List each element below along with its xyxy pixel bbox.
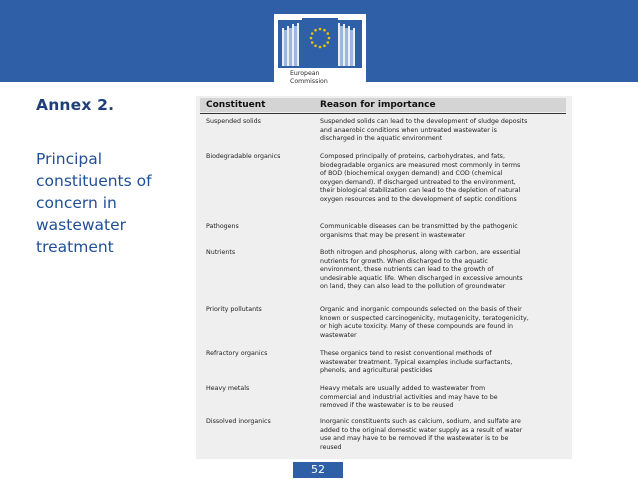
page-number: 52 bbox=[293, 462, 343, 478]
constituent-cell: Pathogens bbox=[206, 223, 239, 230]
page-title: Annex 2. bbox=[36, 96, 115, 114]
constituent-cell: Dissolved inorganics bbox=[206, 418, 271, 425]
constituent-cell: Suspended solids bbox=[206, 118, 261, 125]
reason-line: oxygen resources and to the development of septic conditions bbox=[320, 195, 517, 203]
constituent-cell: Refractory organics bbox=[206, 350, 268, 357]
reason-line: known or suspected carcinogenicity, mutagenicity, teratogenicity, bbox=[320, 314, 529, 322]
reason-line: Heavy metals are usually added to wastewater from bbox=[320, 385, 486, 392]
reason-cell bbox=[320, 249, 564, 292]
reason-line: or high acute toxicity. Many of these compounds are found in bbox=[320, 323, 514, 331]
reason-cell bbox=[320, 223, 564, 240]
reason-line: use and may have to be removed if the wastewater is to be bbox=[320, 435, 509, 443]
reason-line: biodegradable organics are measured most commonly in terms bbox=[320, 161, 521, 169]
reason-cell bbox=[320, 385, 564, 411]
constituent-cell: Priority pollutants bbox=[206, 306, 262, 313]
reason-line: Organic and inorganic compounds selected on the basis of their bbox=[320, 306, 522, 313]
constituent-cell: Biodegradable organics bbox=[206, 153, 281, 160]
reason-line: and anaerobic conditions when untreated wastewater is bbox=[320, 126, 497, 134]
logo-line-commission: Commission bbox=[290, 77, 328, 85]
header-constituent: Constituent bbox=[206, 100, 266, 110]
reason-line: oxygen demand). If discharged untreated to the environment, bbox=[320, 178, 516, 186]
logo-line-european: European bbox=[290, 70, 320, 77]
reason-line: added to the original domestic water supply as a result of water bbox=[320, 426, 523, 434]
reason-line: of BOD (biochemical oxygen demand) and COD (chemical bbox=[320, 170, 503, 178]
table-header bbox=[200, 98, 566, 112]
reason-line: phenols, and agricultural pesticides bbox=[320, 367, 433, 375]
reason-line: Both nitrogen and phosphorus, along with carbon, are essential bbox=[320, 249, 521, 256]
reason-line: environment, these nutrients can lead to the growth of bbox=[320, 266, 494, 274]
header-reason: Reason for importance bbox=[320, 100, 436, 110]
reason-line: These organics tend to resist conventional methods of bbox=[320, 350, 492, 357]
reason-cell bbox=[320, 153, 564, 205]
reason-line: on land, they can also lead to the pollution of groundwater bbox=[320, 283, 506, 291]
reason-line: Suspended solids can lead to the development of sludge deposits bbox=[320, 118, 528, 125]
reason-line: discharged in the aquatic environment bbox=[320, 135, 443, 143]
reason-cell bbox=[320, 306, 564, 340]
reason-line: wastewater bbox=[320, 331, 357, 339]
reason-line: Communicable diseases can be transmitted by the pathogenic bbox=[320, 223, 518, 230]
reason-line: Composed principally of proteins, carbohydrates, and fats, bbox=[320, 153, 505, 160]
reason-cell bbox=[320, 418, 564, 452]
european-commission-logo bbox=[274, 14, 366, 96]
constituent-cell: Heavy metals bbox=[206, 385, 250, 392]
reason-line: organisms that may be present in wastewater bbox=[320, 231, 466, 239]
reason-line: nutrients for growth. When discharged to the aquatic bbox=[320, 257, 488, 265]
reason-line: their biological stabilization can lead to the depletion of natural bbox=[320, 187, 521, 195]
constituent-cell: Nutrients bbox=[206, 249, 236, 256]
berlaymont-building-icon bbox=[274, 14, 366, 70]
left-column bbox=[36, 96, 181, 258]
reason-cell bbox=[320, 118, 564, 144]
reason-line: undesirable aquatic life. When discharged in excessive amounts bbox=[320, 274, 523, 282]
page-subtitle: Principal constituents of concern in wastewater treatment bbox=[36, 150, 152, 256]
reason-line: Inorganic constituents such as calcium, sodium, and sulfate are bbox=[320, 418, 521, 425]
reason-line: commercial and industrial activities and may have to be bbox=[320, 393, 498, 401]
reason-line: reused bbox=[320, 443, 342, 451]
reason-line: removed if the wastewater is to be reused bbox=[320, 402, 454, 410]
reason-cell bbox=[320, 350, 564, 376]
reason-line: wastewater treatment. Typical examples include surfactants, bbox=[320, 358, 513, 366]
header-rule bbox=[200, 113, 566, 114]
scanned-table bbox=[196, 96, 572, 459]
